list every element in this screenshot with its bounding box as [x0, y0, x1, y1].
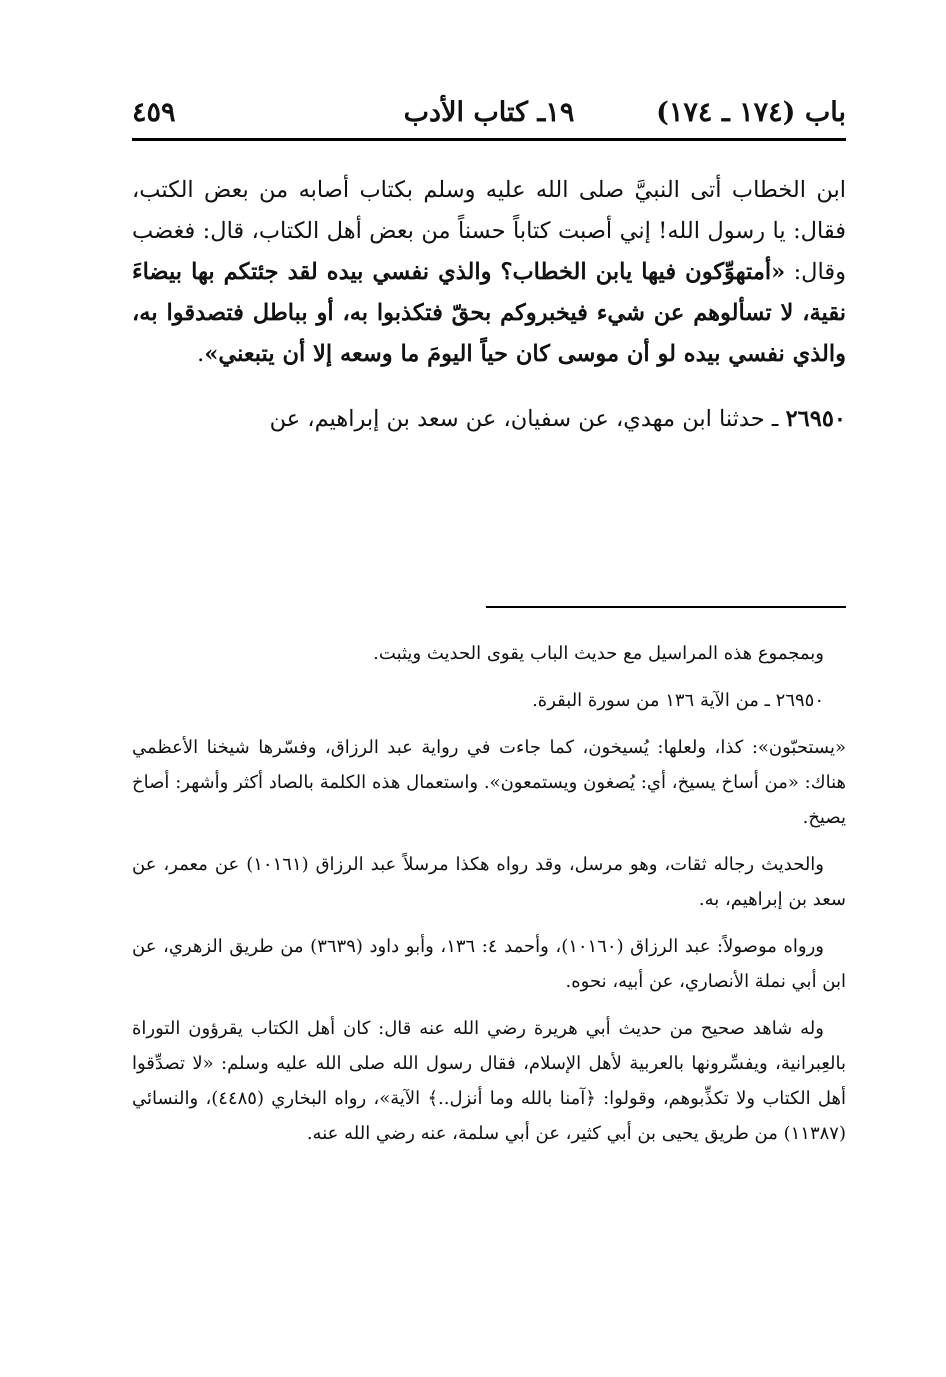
footnote-paragraph: «يستحبّون»: كذا، ولعلها: يُسيخون، كما جاءت في رواية عبد الرزاق، وفسّرها شيخنا الأعظمي هناك: «من أساخ يسيخ، أي: يُصغون ويستمعون». واستعمال هذه الكلمة بالصاد أكثر وأشهر: أصاخ يصيخ. [132, 737, 846, 828]
main-paragraph-quote: «أمتهوِّكون فيها يابن الخطاب؟ والذي نفسي بيده لقد جئتكم بها بيضاءَ نقية، لا تسألوهم عن شيء فيخبروكم بحقّ فتكذبوا به، أو بباطل فتصدقوا به، والذي نفسي بيده لو أن موسى كان حياً اليومَ ما وسعه إلا أن يتبعني» [132, 259, 846, 367]
footnote-paragraph: وبمجموع هذه المراسيل مع حديث الباب يقوى الحديث ويثبت. [373, 643, 824, 664]
hadith-number: ٢٦٩٥٠ [785, 406, 846, 432]
footnote-paragraph: والحديث رجاله ثقات، وهو مرسل، وقد رواه هكذا مرسلاً عبد الرزاق (١٠١٦١) عن معمر، عن سعد بن إبراهيم، به. [132, 854, 846, 910]
footnote-paragraph: ورواه موصولاً: عبد الرزاق (١٠١٦٠)، وأحمد ٤: ١٣٦، وأبو داود (٣٦٣٩) من طريق الزهري، عن ابن أبي نملة الأنصاري، عن أبيه، نحوه. [132, 936, 846, 992]
main-text [132, 170, 846, 440]
hadith-text: ـ حدثنا ابن مهدي، عن سفيان، عن سعد بن إبراهيم، عن [269, 406, 786, 432]
header-section-ref: باب (١٧٤ ـ ١٧٤) [656, 96, 846, 128]
header-rule [132, 138, 846, 141]
main-paragraph-end: . [197, 341, 205, 367]
footnote-paragraph: ٢٦٩٥٠ ـ من الآية ١٣٦ من سورة البقرة. [532, 690, 824, 711]
header-chapter-title: ١٩ـ كتاب الأدب [403, 96, 575, 128]
footnote-rule [486, 606, 846, 608]
running-header [132, 88, 846, 136]
page [132, 0, 846, 1377]
page-number: ٤٥٩ [132, 96, 176, 128]
footnote-paragraph: وله شاهد صحيح من حديث أبي هريرة رضي الله عنه قال: كان أهل الكتاب يقرؤون التوراة بالعِبرانية، ويفسِّرونها بالعربية لأهل الإسلام، فقال رسول الله صلى الله عليه وسلم: «لا تصدِّقوا أهل الكتاب ولا تكذِّبوهم، وقولوا: ﴿آمنا بالله وما أنزل..﴾ الآية»، رواه البخاري (٤٤٨٥)، والنسائي (١١٣٨٧) من طريق يحيى بن أبي كثير، عن أبي سلمة، عنه رضي الله عنه. [132, 1018, 847, 1144]
footnotes [132, 636, 846, 1163]
main-paragraph [132, 170, 846, 375]
main-paragraph-text: ابن الخطاب أتى النبيَّ صلى الله عليه وسلم بكتاب أصابه من بعض الكتب، فقال: يا رسول الله! إني أصبت كتاباً حسناً من بعض أهل الكتاب، قال: فغضب وقال: [132, 177, 847, 285]
hadith-paragraph [132, 399, 846, 440]
